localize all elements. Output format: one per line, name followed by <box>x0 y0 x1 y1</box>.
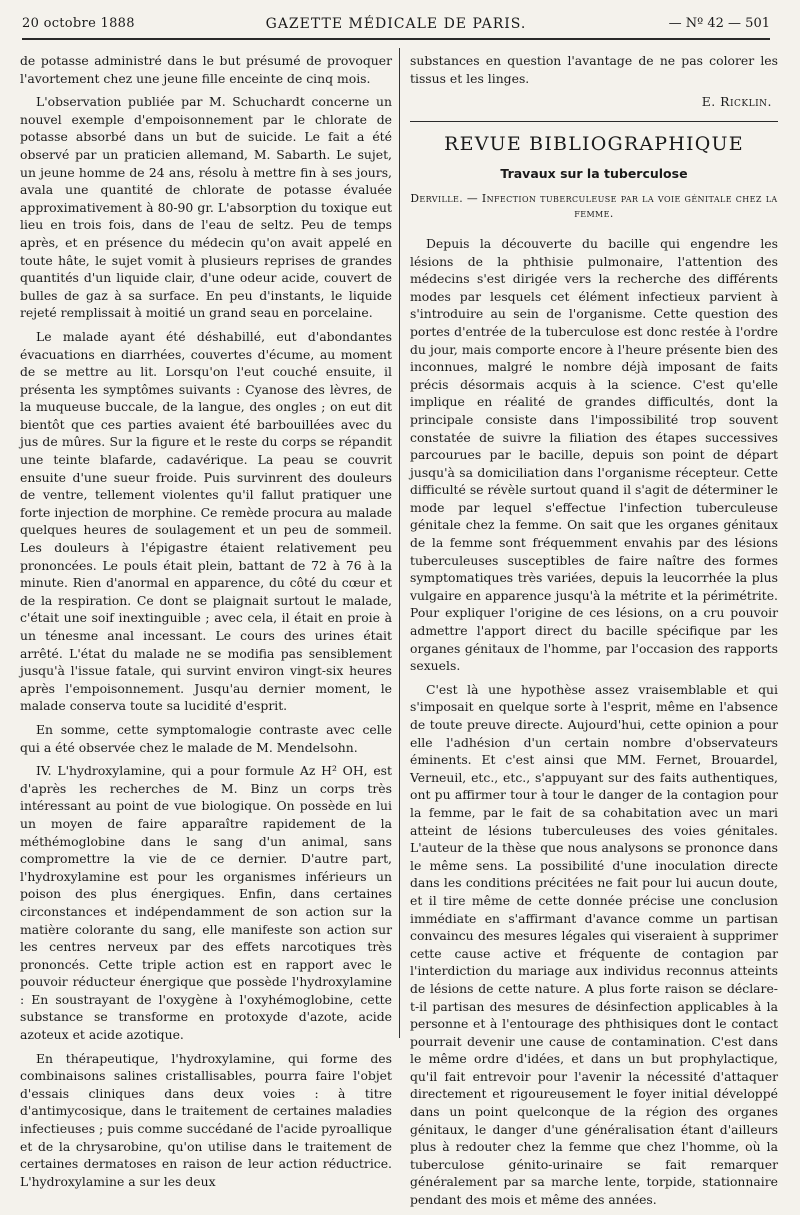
section-separator <box>410 121 778 122</box>
right-column <box>410 52 778 1215</box>
left-paragraph-1: de potasse administré dans le but présumé de provoquer l'avortement chez une jeune fille enceinte de cinq mois. <box>20 53 392 86</box>
column-divider <box>399 48 400 1038</box>
header-date: 20 octobre 1888 <box>22 16 135 31</box>
left-paragraph-5: IV. L'hydroxylamine, qui a pour formule Az H² OH, est d'après les recherches de M. Binz un corps très intéressant au point de vue biologique. On possède en lui un moyen de faire apparaître rapidement de la méthémoglobine dans le sang d'un animal, sans compromettre la vie de ce dernier. D'autre part, l'hydroxylamine est pour les organismes inférieurs un poison des plus énergiques. Enfin, dans certaines circonstances et indépendamment de son action sur la matière colorante du sang, elle manifeste son action sur les centres nerveux par des effets narcotiques très prononcés. Cette triple action est en rapport avec le pouvoir réducteur énergique que possède l'hydroxylamine : En soustrayant de l'oxygène à l'oxyhémoglobine, cette substance se transforme en protoxyde d'azote, acide azoteux et acide azotique. <box>20 763 392 1043</box>
right-paragraph-1: substances en question l'avantage de ne pas colorer les tissus et les linges. <box>410 53 778 86</box>
right-paragraph-3: C'est là une hypothèse assez vraisemblable et qui s'imposait en quelque sorte à l'esprit, même en l'absence de toute preuve directe. Aujourd'hui, cette opinion a pour elle l'adhésion d'un certain nombre d'observateurs éminents. Et c'est ainsi que MM. Fernet, Brouardel, Verneuil, etc., etc., s'appuyant sur des faits authentiques, ont pu affirmer tour à tour le danger de la contagion pour la femme, par le fait de sa cohabitation avec un mari atteint de lésions tuberculeuses des voies génitales. L'auteur de la thèse que nous analysons se prononce dans le même sens. La possibilité d'une inoculation directe dans les conditions précitées ne fait pour lui aucun doute, et il tire même de cette donnée précise une conclusion immédiate en s'affirmant d'avance comme un partisan convaincu des mesures légales qui viseraient à supprimer cette cause active et fréquente de contagion par l'interdiction du mariage aux individus reconnus atteints de lésions de cette nature. A plus forte raison se déclare-t-il partisan des mesures de désinfection applicables à la personne et à l'entourage des phthisiques dont le contact pourrait devenir une cause de contamination. C'est dans le même ordre d'idées, et dans un but prophylactique, qu'il fait entrevoir pour l'avenir la nécessité d'attaquer directement et rigoureusement le foyer initial développé dans un point quelconque de la région des organes génitaux, le danger d'une généralisation étant d'ailleurs plus à redouter chez la femme que chez l'homme, où la tuberculose génito-urinaire se fait remarquer généralement par sa marche lente, torpide, stationnaire pendant des mois et même des années. <box>410 681 778 1208</box>
section-title: REVUE BIBLIOGRAPHIQUE <box>444 132 744 155</box>
bibliographic-reference: Derville. — Infection tuberculeuse par la voie génitale chez la femme. <box>410 191 778 220</box>
left-paragraph-6: En thérapeutique, l'hydroxylamine, qui forme des combinaisons salines cristallisables, pourra faire l'objet d'essais cliniques dans deux voies : à titre d'antimycosique, dans le traitement de certaines maladies infectieuses ; puis comme succédané de l'acide pyroallique et de la chrysarobine, qu'on utilise dans le traitement de certaines dermatoses en raison de leur action réductrice. L'hydroxylamine a sur les deux <box>20 1050 392 1189</box>
left-column <box>20 52 392 1196</box>
page-header <box>22 12 770 40</box>
section-subtitle: Travaux sur la tuberculose <box>500 166 688 182</box>
left-paragraph-4: En somme, cette symptomalogie contraste avec celle qui a été observée chez le malade de M. Mendelsohn. <box>20 721 392 755</box>
left-paragraph-3: Le malade ayant été déshabillé, eut d'abondantes évacuations en diarrhées, couvertes d'écume, au moment de se mettre au lit. Lorsqu'on l'eut couché ensuite, il présenta les symptômes suivants : Cyanose des lèvres, de la muqueuse buccale, de la langue, des ongles ; on eut dit bientôt que ces parties avaient été barbouillées avec du jus de mûres. Sur la figure et le reste du corps se répandit une teinte blafarde, cadavérique. La peau se couvrit ensuite d'une sueur froide. Puis survinrent des douleurs de ventre, tellement violentes qu'il fallut pratiquer une forte injection de morphine. Ce remède procura au malade quelques heures de soulagement et un peu de sommeil. Les douleurs à l'épigastre étaient relativement peu prononcées. Le pouls était plein, battant de 72 à 76 à la minute. Rien d'anormal en apparence, du côté du cœur et de la respiration. Ce dont se plaignait surtout le malade, c'était une soif inextinguible ; avec cela, il était en proie à un ténesme anal incessant. Le cours des urines était arrêté. L'état du malade ne se modifia pas sensiblement jusqu'à l'issue fatale, qui survint environ vingt-six heures après l'empoisonnement. Jusqu'au dernier moment, le malade conserva toute sa lucidité d'esprit. <box>20 328 392 714</box>
author-signature: E. Ricklin. <box>701 94 772 110</box>
left-paragraph-2: L'observation publiée par M. Schuchardt concerne un nouvel exemple d'empoisonnement par le chlorate de potasse absorbé dans un but de suicide. Le fait a été observé par un praticien allemand, M. Sabarth. Le sujet, un jeune homme de 24 ans, résolu à mettre fin à ses jours, avala une quantité de chlorate de potasse évaluée approximativement à 80-90 gr. L'absorption du toxique eut lieu en trois fois, dans de l'eau de seltz. Peu de temps après, et en présence du médecin qu'on avait appelé en toute hâte, le sujet vomit à plusieurs reprises de grandes quantités d'un liquide clair, d'une odeur acide, couvert de bulles de gaz à sa surface. En peu d'instants, le liquide rejeté remplissait à moitié un grand seau en porcelaine. <box>20 94 392 321</box>
right-paragraph-2: Depuis la découverte du bacille qui engendre les lésions de la phthisie pulmonaire, l'attention des médecins s'est dirigée vers la recherche des différents modes par lesquels cet élément infectieux parvient à s'introduire au sein de l'organisme. Cette question des portes d'entrée de la tuberculose est donc restée à l'ordre du jour, mais comporte encore à l'heure présente bien des inconnues, malgré le nombre déjà imposant de faits précis désormais acquis à la science. C'est qu'elle implique en réalité de grandes difficultés, dont la principale consiste dans l'impossibilité trop souvent constatée de suivre la filiation des étapes successives parcourues par le bacille, depuis son point de départ jusqu'à sa domiciliation dans l'organisme récepteur. Cette difficulté se révèle surtout quand il s'agit de déterminer le mode par lequel s'effectue l'infection tuberculeuse génitale chez la femme. On sait que les organes génitaux de la femme sont fréquemment envahis par des lésions tuberculeuses susceptibles de faire naître des formes symptomatiques très variées, depuis la leucorrhée la plus vulgaire en apparence jusqu'à la métrite et la périmétrite. Pour expliquer l'origine de ces lésions, on a cru pouvoir admettre l'apport direct du bacille spécifique par les organes génitaux de l'homme, par l'occasion des rapports sexuels. <box>410 235 778 674</box>
header-issue-page-number: — Nº 42 — 501 <box>668 16 770 31</box>
header-journal-title: GAZETTE MÉDICALE DE PARIS. <box>265 16 527 32</box>
